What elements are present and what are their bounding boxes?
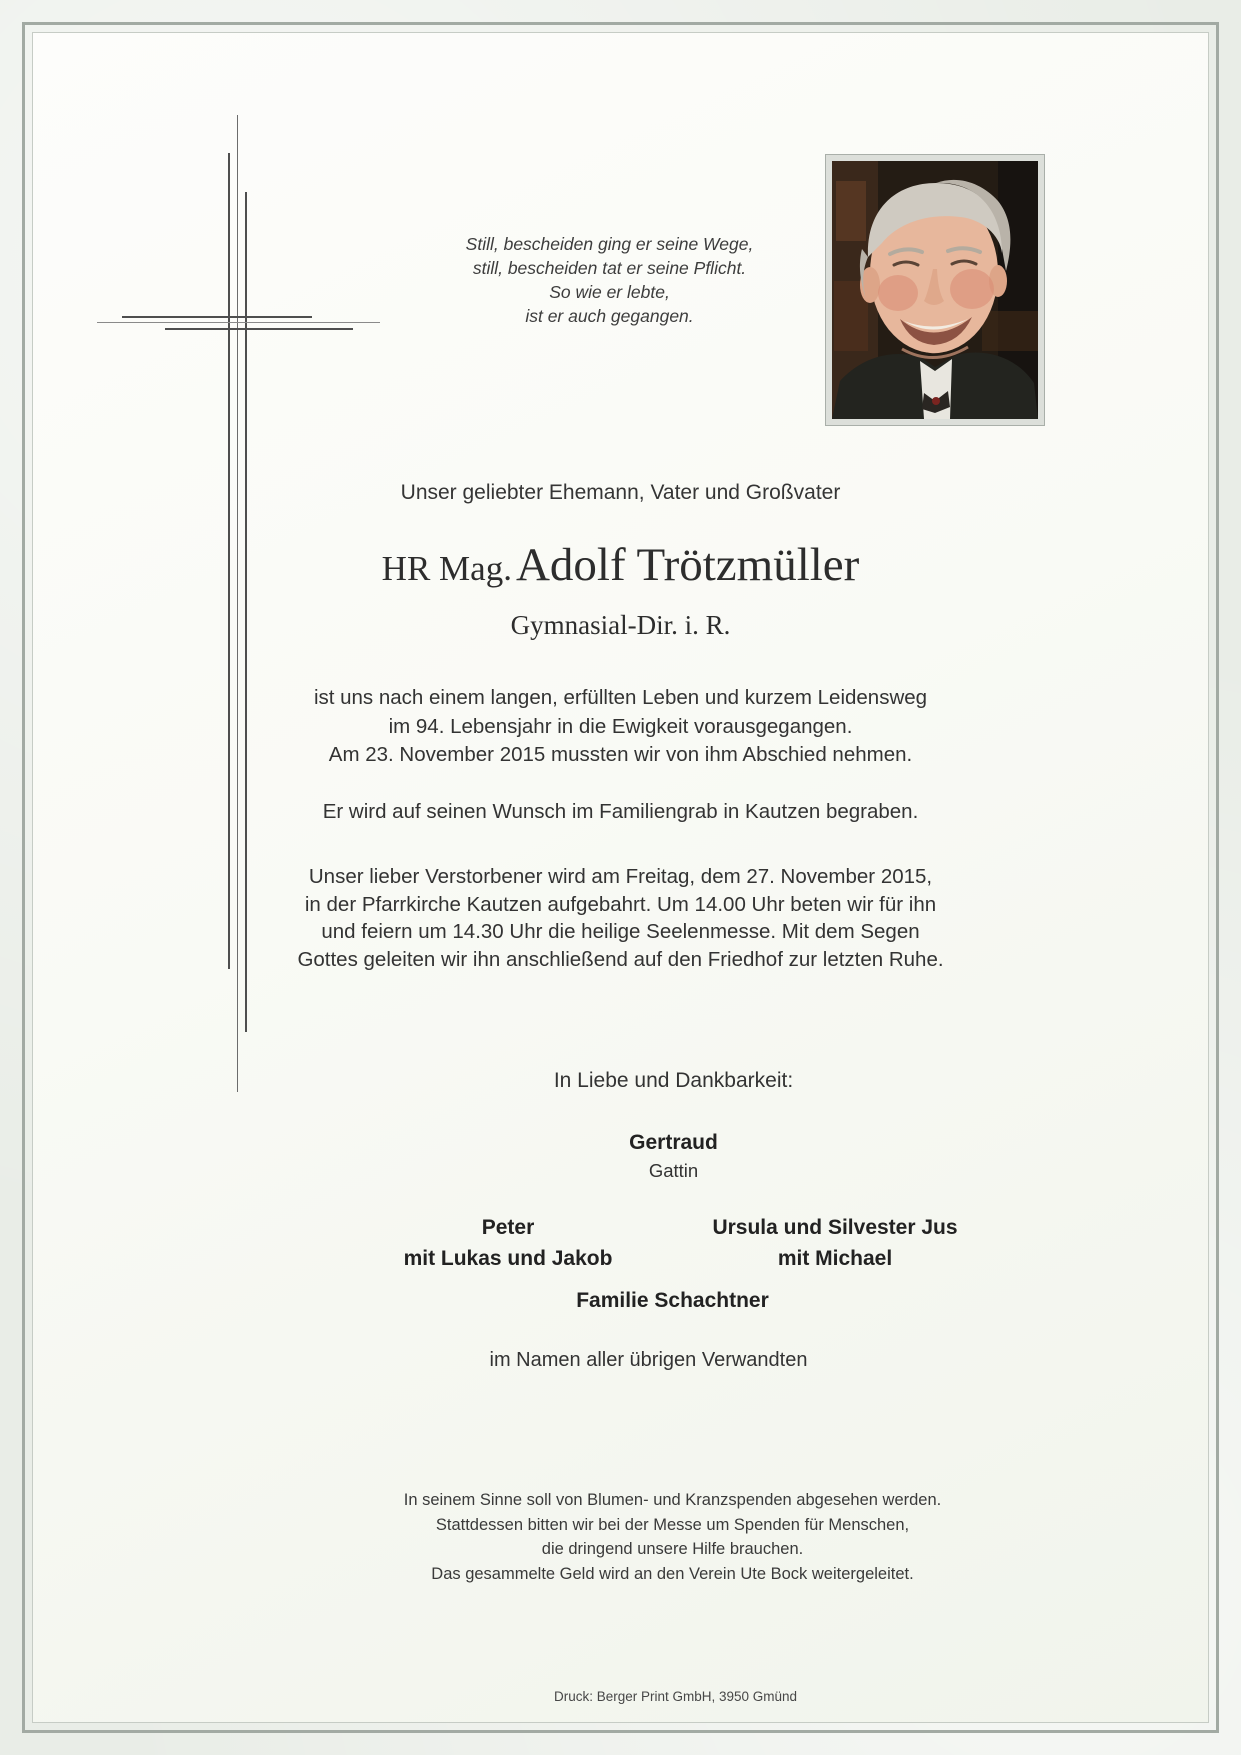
quote-line: ist er auch gegangen. — [525, 306, 694, 326]
donation-line: Stattdessen bitten wir bei der Messe um Spenden für Menschen, — [435, 1515, 910, 1534]
intro-line: Unser geliebter Ehemann, Vater und Großvater — [400, 481, 841, 504]
mourner-column-left — [358, 1212, 658, 1274]
mourner-family: Familie Schachtner — [576, 1289, 769, 1312]
mourner-name: Peter — [481, 1216, 535, 1239]
deceased-name-prefix: HR Mag. — [381, 549, 512, 588]
quote-line: So wie er lebte, — [549, 282, 670, 302]
donation-line: Das gesammelte Geld wird an den Verein Ute Bock weitergeleitet. — [431, 1564, 914, 1583]
mourner-others: im Namen aller übrigen Verwandten — [489, 1349, 808, 1371]
deceased-name-main-text: Adolf Trötzmüller — [515, 539, 860, 591]
paragraph-line: Unser lieber Verstorbener wird am Freitag, dem 27. November 2015, — [308, 865, 933, 888]
cross-horizontal-line-lower — [165, 328, 353, 330]
printer-note: Druck: Berger Print GmbH, 3950 Gmünd — [553, 1689, 798, 1704]
announcement-paragraph — [0, 684, 1241, 770]
funeral-details-paragraph — [0, 863, 1241, 973]
mourner-widow-relation: Gattin — [648, 1160, 699, 1181]
paragraph-line: ist uns nach einem langen, erfüllten Leben und kurzem Leidensweg — [313, 686, 928, 709]
paragraph-line: Am 23. November 2015 mussten wir von ihm Abschied nehmen. — [328, 743, 913, 766]
memorial-quote — [0, 232, 1230, 328]
mourner-name: mit Lukas und Jakob — [403, 1247, 613, 1270]
paragraph-line: im 94. Lebensjahr in die Ewigkeit vorausgegangen. — [388, 714, 853, 738]
donation-line: In seinem Sinne soll von Blumen- und Kranzspenden abgesehen werden. — [403, 1491, 942, 1509]
mourner-name: Ursula und Silvester Jus — [712, 1216, 958, 1239]
mourner-column-right — [675, 1212, 995, 1274]
mourner-name: mit Michael — [777, 1247, 893, 1270]
quote-line: Still, bescheiden ging er seine Wege, — [465, 234, 754, 254]
mourner-widow-name: Gertraud — [629, 1131, 718, 1154]
quote-line: still, bescheiden tat er seine Pflicht. — [472, 258, 747, 278]
paragraph-line: in der Pfarrkirche Kautzen aufgebahrt. Um 14.00 Uhr beten wir für ihn — [304, 892, 937, 916]
donation-line: die dringend unsere Hilfe brauchen. — [541, 1540, 804, 1558]
deceased-name-main — [516, 539, 859, 591]
deceased-name — [0, 538, 1241, 592]
paragraph-line: und feiern um 14.30 Uhr die heilige Seelenmesse. Mit dem Segen — [321, 920, 920, 943]
gratitude-line: In Liebe und Dankbarkeit: — [553, 1069, 794, 1092]
burial-wish-paragraph: Er wird auf seinen Wunsch im Familiengrab in Kautzen begraben. — [322, 800, 919, 823]
donation-note — [52, 1488, 1241, 1586]
paragraph-line: Gottes geleiten wir ihn anschließend auf den Friedhof zur letzten Ruhe. — [297, 947, 944, 971]
deceased-title: Gymnasial-Dir. i. R. — [510, 610, 731, 640]
